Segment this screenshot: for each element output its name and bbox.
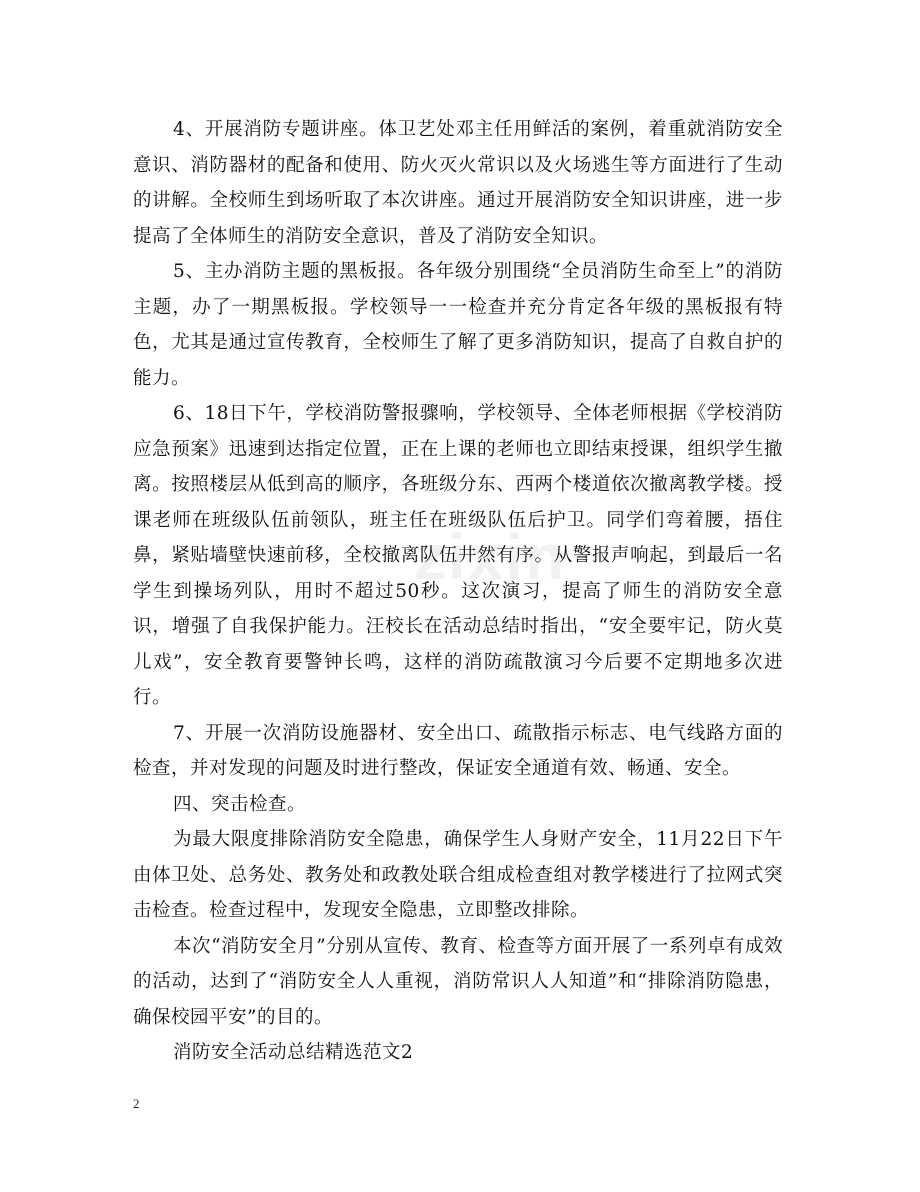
paragraph-item-7: 7、开展一次消防设施器材、安全出口、疏散指示标志、电气线路方面的检查，并对发现的问题及时进行整改，保证安全通道有效、畅通、安全。 [133, 722, 783, 779]
document-body [133, 112, 783, 1071]
paragraph-inspection: 为最大限度排除消防安全隐患，确保学生人身财产安全，11月22日下午由体卫处、总务处、教务处和政教处联合组成检查组对教学楼进行了拉网式突击检查。检查过程中，发现安全隐患，立即整改排除。 [133, 829, 783, 921]
paragraph-conclusion: 本次“消防安全月”分别从宣传、教育、检查等方面开展了一系列卓有成效的活动，达到了“消防安全人人重视，消防常识人人知道”和“排除消防隐患，确保校园平安”的目的。 [133, 935, 783, 1028]
next-article-title: 消防安全活动总结精选范文2 [173, 1042, 414, 1063]
paragraph-item-4: 4、开展消防专题讲座。体卫艺处邓主任用鲜活的案例，着重就消防安全意识、消防器材的配备和使用、防火灭火常识以及火场逃生等方面进行了生动的讲解。全校师生到场听取了本次讲座。通过开展消防安全知识讲座，进一步提高了全体师生的消防安全意识，普及了消防安全知识。 [133, 119, 783, 247]
paragraph-item-6: 6、18日下午，学校消防警报骤响，学校领导、全体老师根据《学校消防应急预案》迅速到达指定位置，正在上课的老师也立即结束授课，组织学生撤离。按照楼层从低到高的顺序，各班级分东、西两个楼道依次撤离教学楼。授课老师在班级队伍前领队，班主任在班级队伍后护卫。同学们弯着腰，捂住鼻，紧贴墙壁快速前移，全校撤离队伍井然有序。从警报声响起，到最后一名学生到操场列队，用时不超过50秒。这次演习，提高了师生的消防安全意识，增强了自我保护能力。汪校长在活动总结时指出，“安全要牢记，防火莫儿戏”，安全教育要警钟长鸣，这样的消防疏散演习今后要不定期地多次进行。 [133, 403, 783, 708]
watermark: zixin [413, 521, 567, 593]
section-heading: 四、突击检查。 [173, 793, 307, 815]
paragraph-item-5: 5、主办消防主题的黑板报。各年级分别围绕“全员消防生命至上”的消防主题，办了一期黑板报。学校领导一一检查并充分肯定各年级的黑板报有特色，尤其是通过宣传教育，全校师生了解了更多消防知识，提高了自救自护的能力。 [133, 261, 783, 389]
page-number: 2 [133, 1096, 140, 1111]
